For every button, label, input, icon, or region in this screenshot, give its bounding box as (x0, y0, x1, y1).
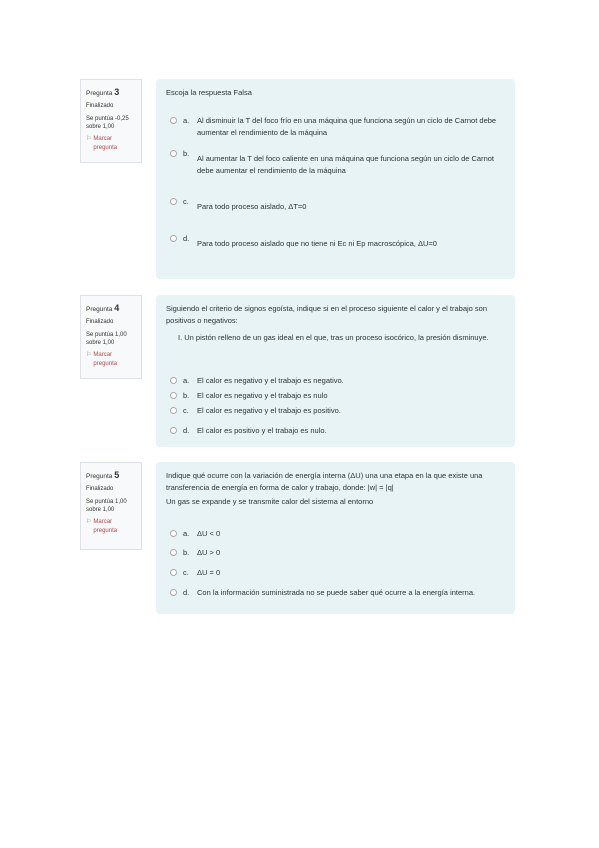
radio-button[interactable] (170, 427, 177, 434)
answer-option-b[interactable] (170, 547, 505, 559)
flag-label: Marcar pregunta (93, 136, 118, 151)
question-card-5 (156, 462, 515, 614)
question-card-3 (156, 79, 515, 279)
answer-option-a[interactable] (170, 115, 505, 138)
question-label: Pregunta (86, 473, 113, 480)
option-letter: a. (183, 529, 190, 538)
flag-question-link[interactable] (86, 351, 136, 368)
flag-icon: ⚐ (86, 519, 92, 526)
radio-button[interactable] (170, 530, 177, 537)
question-info-4 (80, 295, 142, 379)
option-letter: d. (183, 426, 190, 435)
option-letter: d. (183, 588, 190, 597)
question-state: Finalizado (86, 103, 114, 110)
radio-button[interactable] (170, 117, 177, 124)
answer-option-d[interactable] (170, 233, 505, 250)
question-number: 5 (114, 470, 120, 480)
radio-button[interactable] (170, 549, 177, 556)
option-letter: b. (183, 548, 190, 557)
question-subprompt: I. Un pistón relleno de un gas ideal en el que, tras un proceso isocórico, la presión disminuye. (178, 333, 489, 343)
flag-icon: ⚐ (86, 136, 92, 143)
answer-option-d[interactable] (170, 425, 505, 437)
flag-label: Marcar pregunta (93, 352, 118, 367)
question-info-5 (80, 462, 142, 550)
answer-option-c[interactable] (170, 196, 505, 213)
option-text: El calor es negativo y el trabajo es positivo. (197, 406, 341, 415)
question-state: Finalizado (86, 319, 114, 326)
question-heading (86, 302, 136, 315)
option-letter: d. (183, 234, 190, 243)
question-heading (86, 469, 136, 482)
answer-option-a[interactable] (170, 375, 505, 387)
radio-button[interactable] (170, 377, 177, 384)
option-letter: c. (183, 197, 189, 206)
question-label: Pregunta (86, 306, 113, 313)
option-letter: c. (183, 568, 189, 577)
radio-button[interactable] (170, 392, 177, 399)
flag-question-link[interactable] (86, 518, 136, 535)
question-grade: Se puntúa -0,25 sobre 1,00 (86, 115, 129, 131)
option-text: El calor es negativo y el trabajo es nulo (197, 391, 328, 400)
option-text: Con la información suministrada no se puede saber qué ocurre a la energía interna. (197, 588, 476, 597)
flag-icon: ⚐ (86, 352, 92, 359)
question-subprompt: Un gas se expande y se transmite calor del sistema al entorno (166, 497, 374, 507)
question-number: 3 (114, 87, 120, 97)
option-text: Para todo proceso aislado que no tiene ni Ec ni Ep macroscópica, ΔU=0 (197, 239, 437, 248)
flag-question-link[interactable] (86, 135, 136, 152)
option-text: Para todo proceso aislado, ΔT=0 (197, 202, 307, 211)
option-text: ΔU > 0 (197, 548, 221, 557)
question-prompt: Indique qué ocurre con la variación de energía interna (ΔU) una una etapa en la que existe una transferencia de energía en forma de calor y trabajo, donde: |w| = |q| (166, 471, 483, 492)
answer-option-a[interactable] (170, 528, 505, 540)
question-grade: Se puntúa 1,00 sobre 1,00 (86, 331, 127, 347)
option-letter: b. (183, 391, 190, 400)
option-text: Al disminuir la T del foco frío en una máquina que funciona según un ciclo de Carnot debe aumentar el rendimiento de la máquina (197, 116, 497, 137)
answer-option-b[interactable] (170, 390, 505, 402)
option-letter: c. (183, 406, 189, 415)
radio-button[interactable] (170, 407, 177, 414)
answer-option-c[interactable] (170, 405, 505, 417)
answer-option-c[interactable] (170, 567, 505, 579)
option-text: El calor es positivo y el trabajo es nulo. (197, 426, 327, 435)
question-prompt: Escoja la respuesta Falsa (166, 88, 252, 97)
radio-button[interactable] (170, 569, 177, 576)
radio-button[interactable] (170, 235, 177, 242)
answer-option-d[interactable] (170, 587, 505, 599)
option-letter: a. (183, 116, 190, 125)
question-state: Finalizado (86, 486, 114, 493)
question-number: 4 (114, 303, 120, 313)
option-text: ΔU = 0 (197, 568, 221, 577)
option-text: El calor es negativo y el trabajo es negativo. (197, 376, 344, 385)
flag-label: Marcar pregunta (93, 519, 118, 534)
answer-option-b[interactable] (170, 148, 505, 176)
radio-button[interactable] (170, 589, 177, 596)
question-card-4 (156, 295, 515, 447)
question-heading (86, 86, 136, 99)
question-info-3 (80, 79, 142, 163)
radio-button[interactable] (170, 150, 177, 157)
option-text: ΔU < 0 (197, 529, 221, 538)
option-text: Al aumentar la T del foco caliente en una máquina que funciona según un ciclo de Carnot debe aumentar el rendimiento de la máquina (197, 154, 495, 175)
radio-button[interactable] (170, 198, 177, 205)
question-grade: Se puntúa 1,00 sobre 1,00 (86, 498, 127, 514)
option-letter: a. (183, 376, 190, 385)
question-label: Pregunta (86, 90, 113, 97)
option-letter: b. (183, 149, 190, 158)
question-prompt: Siguiendo el criterio de signos egoísta, indique si en el proceso siguiente el calor y el trabajo son positivos o negativos: (166, 304, 488, 325)
